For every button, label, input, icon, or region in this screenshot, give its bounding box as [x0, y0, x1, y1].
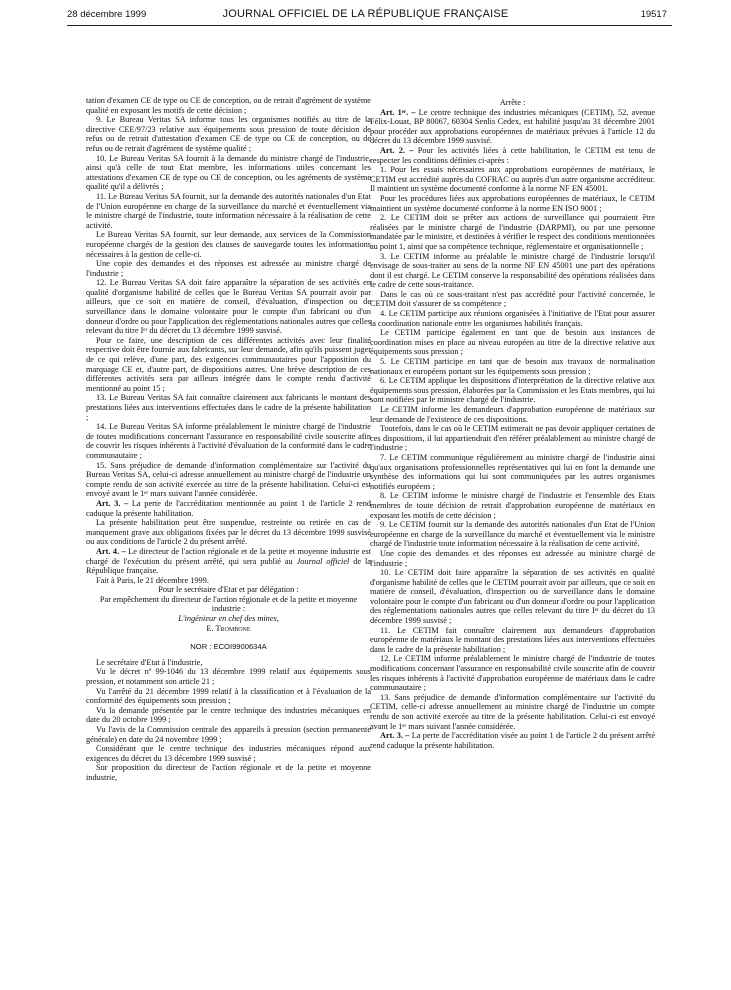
header-title: JOURNAL OFFICIEL DE LA RÉPUBLIQUE FRANÇAISE [222, 8, 509, 20]
arrete-heading: Arrête : [499, 98, 526, 107]
paragraph: Considérant que le centre technique des industries mécaniques répond aux exigences du décret du 13 décembre 1999 susvisé ; [86, 744, 371, 763]
article-label: Art. 3. – [96, 498, 129, 508]
paragraph: Vu l'arrêté du 21 décembre 1999 relatif à la classification et à l'évaluation de la conformité des équipements sous pression ; [86, 686, 371, 706]
article-2 [370, 146, 655, 165]
paragraph: Vu la demande présentée par le centre technique des industries mécaniques en date du 20 octobre 1999 ; [86, 705, 371, 725]
left-column [86, 96, 371, 783]
paragraph: Le CETIM informe les demandeurs d'approbation européenne de matériaux sur leur demande de l'existence de ces dispositions. [370, 405, 655, 424]
paragraph: Une copie des demandes et des réponses est adressée au ministre chargé de l'industrie ; [370, 548, 655, 568]
right-column [370, 98, 655, 750]
paragraph: 15. Sans préjudice de demande d'information complémentaire sur l'activité du Bureau Veritas SA, celui-ci adresse annuellement au ministre chargé de l'industrie un compte rendu de son activité exercée au titre de la présente habilitation. Celui-ci est envoyé avant le 1ᵉʳ mars suivant l'année considérée. [86, 460, 371, 499]
page-header [0, 0, 731, 30]
nor-reference: NOR : ECOI9900634A [190, 642, 267, 652]
paragraph: 2. Le CETIM doit se prêter aux actions de surveillance qui pourraient être réalisées par le ministre chargé de l'industrie (DARPMI), ou par une personne mandatée par le ministre, et destinées à vérifier le respect des conditions mentionnées au point 1, ainsi que sa compétence technique, réglementaire et organisationnelle ; [370, 213, 655, 251]
paragraph: 10. Le Bureau Veritas SA fournit à la demande du ministre chargé de l'industrie, ainsi qu'à celle de tout Etat membre, les informations utiles concernant les attestations d'examen CE de type ou CE de conception, ou les agréments de système qualité qu'il a délivrés ; [86, 153, 371, 192]
article-3 [370, 731, 655, 750]
paragraph: 10. Le CETIM doit faire apparaître la séparation de ses activités en qualité d'organisme habilité de celles que le CETIM pourrait avoir par ailleurs, que ce soit en matière de conseil, d'évaluation, d'inspection ou de surveillance dans le domaine volontaire pour le compte d'un fabricant ou d'un donneur d'ordre ou pour l'application des réglementations nationales autres que celles relevant du titre Iᵉʳ du décret du 13 décembre 1999 susvisé ; [370, 568, 655, 626]
article-label: Art. 3. – [380, 731, 410, 741]
paragraph: 5. Le CETIM participe en tant que de besoin aux travaux de normalisation nationaux et européens portant sur les équipements sous pression ; [370, 357, 655, 376]
paragraph: Sur proposition du directeur de l'action régionale et de la petite et moyenne industrie, [86, 763, 371, 782]
article-text: Pour les activités liées à cette habilitation, le CETIM est tenu de respecter les conditions définies ci-après : [370, 145, 656, 165]
article-text: La perte de l'accréditation visée au point 1 de l'article 2 du présent arrêté rend caduque la présente habilitation. [370, 731, 656, 750]
paragraph: 8. Le CETIM informe le ministre chargé de l'industrie et l'ensemble des Etats membres de toute décision de retrait d'approbation européenne de matériaux en exposant les motifs de cette décision ; [370, 491, 655, 520]
paragraph: Pour les procédures liées aux approbations européennes de matériaux, le CETIM maintient un système documenté conforme à la norme EN ISO 9001 ; [370, 193, 655, 213]
paragraph: 12. Le Bureau Veritas SA doit faire apparaître la séparation de ses activités en qualité d'organisme habilité de celles que le Bureau Veritas SA pourrait avoir par ailleurs, que ce soit en matière de conseil, d'évaluation, d'inspection ou de surveillance dans le domaine volontaire pour le compte d'un fabricant ou d'un donneur d'ordre ou pour l'application des réglementations nationales autres que celles relevant du titre Iᵉʳ du décret du 13 décembre 1999 susvisé. [86, 278, 371, 336]
signatory-name: E. Trombone [206, 623, 251, 633]
header-date: 28 décembre 1999 [67, 9, 147, 20]
article-text: La perte de l'accréditation mentionnée au point 1 de l'article 2 rend caduque la présente habilitation. [86, 498, 371, 518]
paragraph: Vu le décret nº 99-1046 du 13 décembre 1999 relatif aux équipements sous pression, et notamment son article 21 ; [86, 667, 371, 687]
article-text: Le directeur de l'action régionale et de la petite et moyenne industrie est chargé de l'exécution du présent arrêté, qui sera publié au [86, 546, 372, 566]
paragraph: 9. Le Bureau Veritas SA informe tous les organismes notifiés au titre de la directive CEE/97/23 relative aux équipements sous pression de toute décision de refus ou de retrait d'attestation d'examen CE de type ou CE de conception, ou de refus ou de retrait d'agrément de système qualité ; [86, 115, 371, 153]
article-3 [86, 499, 371, 518]
paragraph: 11. Le CETIM fait connaître clairement aux demandeurs d'approbation européenne de matériaux le montant des prestations liées aux interventions effectuées dans le cadre de la présente habilitation ; [370, 625, 655, 654]
journal-name: Journal officiel [296, 556, 350, 566]
signature-title: L'ingénieur en chef des mines, [178, 614, 279, 624]
paragraph: 6. Le CETIM applique les dispositions d'interprétation de la directive relative aux équipements sous pression, élaborées par la Commission et les Etats membres, qui lui sont notifiées par le ministre chargé de l'industrie. [370, 376, 655, 405]
article-text: Le centre technique des industries mécaniques (CETIM), 52, avenue Félix-Louat, BP 80067, 60304 Senlis Cedex, est habilité jusqu'au 31 décembre 2001 pour procéder aux approbations européennes de matériaux prévues à l'article 12 du décret du 13 décembre 1999 susvisé. [370, 107, 656, 146]
fait-line: Fait à Paris, le 21 décembre 1999. [96, 575, 209, 585]
paragraph: 13. Le Bureau Veritas SA fait connaître clairement aux fabricants le montant des prestations liées aux interventions effectuées dans le cadre de la présente habilitation ; [86, 393, 371, 422]
paragraph: Toutefois, dans le cas où le CETIM estimerait ne pas devoir appliquer certaines de ces dispositions, il lui appartiendrait d'en référer préalablement au ministre chargé de l'industrie ; [370, 424, 655, 453]
paragraph: 9. Le CETIM fournit sur la demande des autorités nationales d'un Etat de l'Union européenne en charge de la surveillance du marché et éventuellement via le ministre chargé de l'industrie toute information nécessaire à la réalisation de cette activité. [370, 520, 655, 549]
paragraph: 1. Pour les essais nécessaires aux approbations européennes de matériaux, le CETIM est accrédité auprès du COFRAC ou auprès d'un autre organisme accréditeur. Il maintient un système documenté conforme à la norme NF EN 45001. [370, 165, 655, 194]
paragraph: Pour ce faire, une description de ces différentes activités avec leur finalité respective doit être fournie aux fabricants, sur leur demande, afin qu'ils puissent juger de ce qui relève, d'une part, des exigences communautaires pour l'apposition du marquage CE et, d'autre part, de dispositions autres. Une brève description de ces différentes activités sera par ailleurs intégrée dans le compte rendu d'activité mentionné au point 15 ; [86, 335, 371, 393]
paragraph: Le CETIM participe également en tant que de besoin aux instances de coordination mises en place au niveau européen au titre de la directive relative aux équipements sous pression ; [370, 328, 655, 357]
paragraph: 12. Le CETIM informe préalablement le ministre chargé de l'industrie de toutes modifications concernant l'assurance en responsabilité civile souscrite afin de couvrir les risques inhérents à l'activité d'approbation européenne de matériaux dans le cadre communautaire ; [370, 654, 655, 693]
paragraph: Une copie des demandes et des réponses est adressée au ministre chargé de l'industrie ; [86, 259, 371, 278]
paragraph: tation d'examen CE de type ou CE de conception, ou de retrait d'agrément de système qualité en exposant les motifs de cette décision ; [86, 96, 371, 115]
paragraph: 13. Sans préjudice de demande d'information complémentaire sur l'activité du CETIM, celle-ci adresse annuellement au ministre chargé de l'industrie un compte rendu de son activité exercée au titre de la présente habilitation. Celui-ci est envoyé avant le 1ᵉʳ mars suivant l'année considérée. [370, 692, 655, 731]
article-label: Art. 2. – [380, 145, 414, 155]
paragraph: 3. Le CETIM informe au préalable le ministre chargé de l'industrie lorsqu'il envisage de sous-traiter au sens de la norme NF EN 45001 une part des opérations dont il est chargé. Le CETIM conserve la responsabilité des opérations réalisées dans le cadre de cette sous-traitance. [370, 251, 655, 290]
article-1 [370, 108, 655, 146]
paragraph: Vu l'avis de la Commission centrale des appareils à pression (section permanente générale) en date du 24 novembre 1999 ; [86, 725, 371, 744]
header-page-number: 19517 [640, 9, 667, 20]
paragraph: 4. Le CETIM participe aux réunions organisées à l'initiative de l'Etat pour assurer la coordination nationale entre les organismes habilités français. [370, 309, 655, 328]
article-label: Art. 4. – [96, 546, 126, 556]
article-4 [86, 547, 371, 576]
header-rule [67, 25, 672, 26]
paragraph: Le secrétaire d'Etat à l'industrie, [96, 657, 203, 667]
paragraph: 14. Le Bureau Veritas SA informe préalablement le ministre chargé de l'industrie de toutes modifications concernant l'assurance en responsabilité civile souscrite afin de couvrir les risques inhérents à l'activité d'évaluation de la conformité dans le cadre communautaire ; [86, 422, 371, 460]
paragraph: Le Bureau Veritas SA fournit, sur leur demande, aux services de la Commission européenne chargés de la gestion des clauses de sauvegarde toutes les informations nécessaires à la gestion de celle-ci. [86, 230, 371, 259]
paragraph: La présente habilitation peut être suspendue, restreinte ou retirée en cas de manquement grave aux obligations fixées par le décret du 13 décembre 1999 susvisé ou aux conditions de l'article 2 du présent arrêté. [86, 518, 371, 547]
paragraph: 7. Le CETIM communique régulièrement au ministre chargé de l'industrie ainsi qu'aux organisations professionnelles représentatives qui lui en font la demande une synthèse des informations qui lui sont communiquées par les autres organismes notifiés européens ; [370, 452, 655, 491]
paragraph: Dans le cas où ce sous-traitant n'est pas accrédité pour l'activité concernée, le CETIM doit s'assurer de sa compétence ; [370, 289, 655, 309]
signature-line: Pour le secrétaire d'Etat et par délégation : [158, 585, 299, 595]
article-text: de la République française. [86, 556, 371, 576]
paragraph: 11. Le Bureau Veritas SA fournit, sur la demande des autorités nationales d'un Etat de l'Union européenne en charge de la surveillance du marché et éventuellement via le ministre chargé de l'industrie, toute information nécessaire à la réalisation de cette activité. [86, 191, 371, 230]
signature-line: Par empêchement du directeur de l'action régionale et de la petite et moyenne industrie : [99, 594, 358, 614]
article-label: Art. 1ᵉʳ. – [380, 107, 416, 117]
